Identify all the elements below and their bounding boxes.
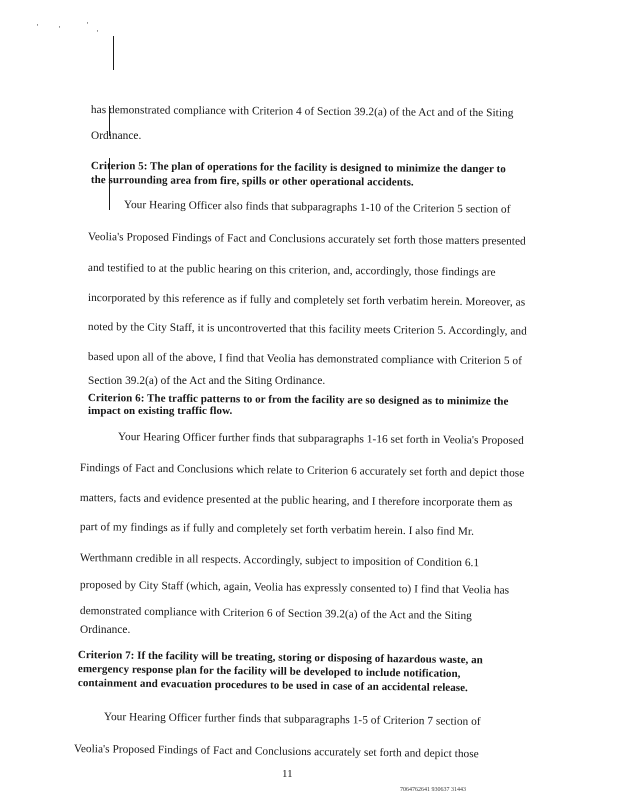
scan-speck: ·: [58, 22, 61, 32]
scan-speck: ·: [96, 26, 99, 36]
body-line: Ordinance.: [91, 130, 142, 142]
body-line: Your Hearing Officer further finds that subparagraphs 1-16 set forth in Veolia's Proposed: [117, 431, 524, 447]
bates-number: 7064762641 930637 31443: [400, 787, 466, 793]
margin-revision-bar: [113, 36, 114, 70]
body-line: matters, facts and evidence presented at the public hearing, and I therefore incorporate them as: [79, 492, 513, 510]
body-line: Section 39.2(a) of the Act and the Siting Ordinance.: [88, 375, 326, 387]
body-line: Your Hearing Officer also finds that subparagraphs 1-10 of the Criterion 5 section of: [123, 199, 511, 216]
body-line: demonstrated compliance with Criterion 6 of Section 39.2(a) of the Act and the Siting: [79, 605, 472, 623]
criterion-5-heading: the surrounding area from fire, spills or other operational accidents.: [90, 174, 414, 189]
body-line: Your Hearing Officer further finds that subparagraphs 1-5 of Criterion 7 section of: [103, 711, 481, 728]
criterion-7-heading: emergency response plan for the facility will be developed to include notification,: [77, 663, 461, 681]
body-line: Werthmann credible in all respects. Accordingly, subject to imposition of Condition 6.1: [79, 552, 480, 570]
body-line: Ordinance.: [80, 624, 131, 636]
criterion-7-heading: Criterion 7: If the facility will be treating, storing or disposing of hazardous waste, an: [77, 649, 483, 667]
scan-speck: ·: [86, 18, 89, 28]
criterion-5-heading: Criterion 5: The plan of operations for the facility is designed to minimize the danger to: [90, 160, 506, 176]
body-line: Veolia's Proposed Findings of Fact and Conclusions accurately set forth those matters presented: [87, 231, 526, 248]
scan-speck: ·: [36, 20, 39, 30]
body-line: Findings of Fact and Conclusions which relate to Criterion 6 accurately set forth and depict those: [79, 462, 525, 480]
body-line: has demonstrated compliance with Criterion 4 of Section 39.2(a) of the Act and of the Siting: [90, 104, 514, 120]
body-line: Veolia's Proposed Findings of Fact and Conclusions accurately set forth and depict those: [73, 743, 479, 761]
criterion-7-heading: containment and evacuation procedures to be used in case of an accidental release.: [77, 677, 468, 695]
body-line: noted by the City Staff, it is uncontroverted that this facility meets Criterion 5. Accordingly, and: [87, 321, 527, 338]
criterion-6-heading: Criterion 6: The traffic patterns to or from the facility are so designed as to minimize the: [87, 392, 509, 408]
page-number: 11: [282, 768, 293, 780]
body-line: and testified to at the public hearing on this criterion, and, accordingly, those findings are: [87, 262, 496, 279]
body-line: incorporated by this reference as if fully and completely set forth verbatim herein. Moreover, as: [87, 292, 526, 309]
body-line: part of my findings as if fully and completely set forth verbatim herein. I also find Mr.: [79, 521, 475, 538]
body-line: based upon all of the above, I find that Veolia has demonstrated compliance with Criterion 5 of: [87, 351, 523, 368]
body-line: proposed by City Staff (which, again, Veolia has expressly consented to) I find that Veolia has: [79, 579, 510, 597]
criterion-6-heading: impact on existing traffic flow.: [88, 405, 233, 417]
